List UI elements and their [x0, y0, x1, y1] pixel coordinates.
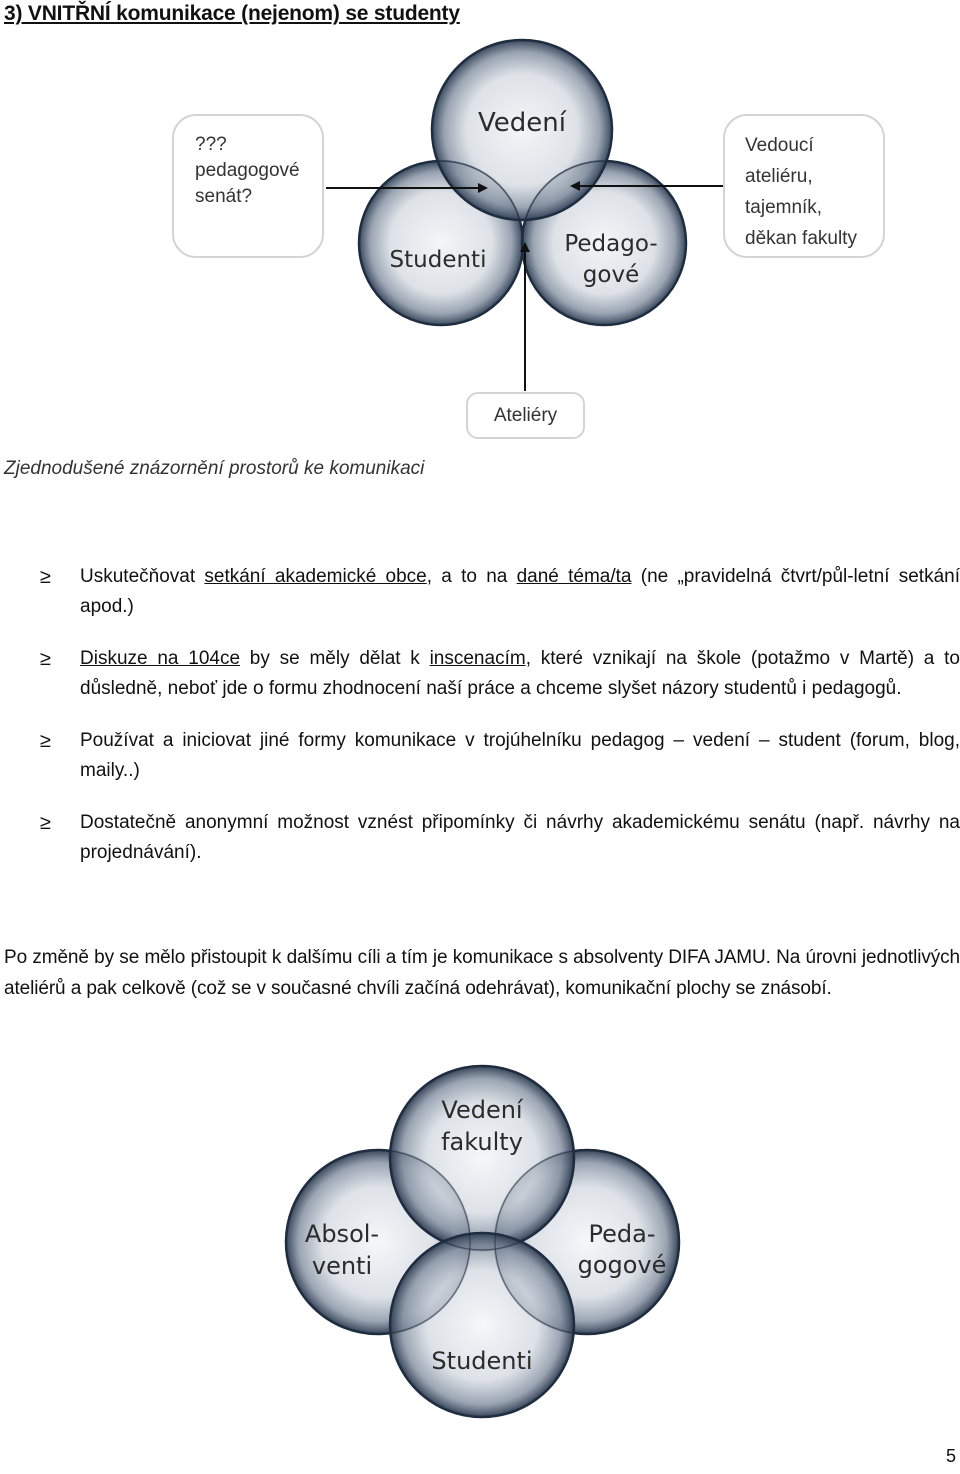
- label-absolventi-2: venti: [311, 1252, 373, 1280]
- box-ateliery: Ateliéry: [466, 392, 585, 439]
- list-item: [40, 562, 960, 622]
- bullet-list: [40, 562, 960, 890]
- box-vedouci: [723, 114, 885, 258]
- text-part: , které vznikají na škole (potažmo v Martě) a to důsledně, neboť jde o formu zhodnocení naší práce a chceme slyšet názory studentů i pedagogů.: [80, 648, 960, 699]
- text-part: (ne „pravidelná čtvrt/půl-letní setkání apod.): [80, 566, 960, 617]
- box-senat-line: ???: [195, 134, 227, 155]
- page-number: 5: [945, 1446, 956, 1466]
- label-pedagogove2-1: Peda-: [588, 1220, 656, 1248]
- label-vedeni: Vedení: [478, 108, 566, 138]
- box-vedouci-line: Vedoucí: [745, 135, 814, 156]
- label-pedagogove-2: gové: [582, 262, 640, 288]
- underlined-text: Diskuze na 104ce: [80, 648, 241, 669]
- label-vedeni-fakulty-1: Vedení: [441, 1096, 523, 1124]
- underlined-text: setkání akademické obce: [204, 566, 427, 587]
- text-part: , a to na: [426, 566, 517, 587]
- box-vedouci-line: ateliéru,: [745, 166, 813, 187]
- bullet-icon: ≥: [40, 812, 51, 834]
- text-part: Dostatečně anonymní možnost vznést připomínky či návrhy akademickému senátu (např. návrhy na projednávání).: [80, 812, 960, 863]
- list-item: [40, 808, 960, 868]
- circle-vedeni-fakulty: [390, 1066, 574, 1250]
- label-vedeni-fakulty-2: fakulty: [441, 1128, 523, 1156]
- section-heading: 3) VNITŘNÍ komunikace (nejenom) se studenty: [4, 2, 460, 25]
- text-part: by se měly dělat k: [240, 648, 430, 669]
- diagram-caption: Zjednodušené znázornění prostorů ke komunikaci: [4, 458, 425, 479]
- bullet-icon: ≥: [40, 566, 51, 588]
- body-paragraph: Po změně by se mělo přistoupit k dalšímu cíli a tím je komunikace s absolventy DIFA JAMU. Na úrovni jednotlivých ateliérů a pak celkově (což se v současné chvíli začíná odehrávat), komunikační plochy se znásobí.: [4, 947, 960, 999]
- label-studenti-2: Studenti: [431, 1347, 533, 1375]
- underlined-text: inscenacím: [429, 648, 526, 669]
- box-senat-line: pedagogové: [195, 160, 300, 181]
- underlined-text: dané téma/ta: [516, 566, 632, 587]
- label-studenti: Studenti: [389, 247, 487, 273]
- four-circle-venn-diagram: [0, 1060, 960, 1440]
- label-pedagogove-1: Pedago-: [564, 231, 658, 257]
- text-part: Používat a iniciovat jiné formy komunikace v trojúhelníku pedagog – vedení – student (forum, blog, maily..): [80, 730, 960, 781]
- bullet-icon: ≥: [40, 648, 51, 670]
- label-pedagogove2-2: gogové: [577, 1251, 667, 1279]
- box-vedouci-line: tajemník,: [745, 197, 823, 218]
- box-senat: [172, 114, 324, 258]
- list-item: [40, 644, 960, 704]
- box-vedouci-line: děkan fakulty: [745, 228, 857, 249]
- box-senat-line: senát?: [195, 186, 253, 207]
- text-part: Uskutečňovat: [80, 566, 205, 587]
- bullet-icon: ≥: [40, 730, 51, 752]
- list-item: [40, 726, 960, 786]
- label-absolventi-1: Absol-: [304, 1220, 380, 1248]
